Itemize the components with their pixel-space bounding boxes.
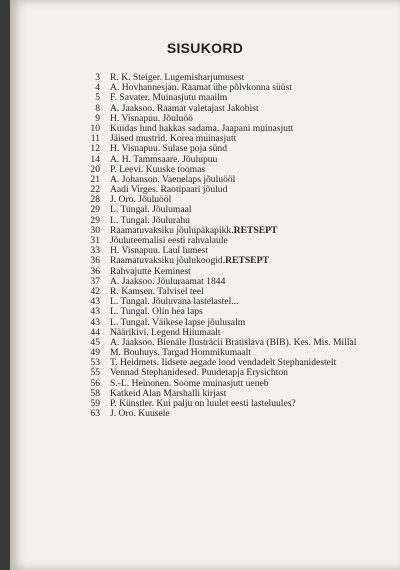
table-of-contents	[80, 73, 400, 419]
toc-entry-title: A. H. Tammsaare. Jõulupuu	[110, 153, 218, 165]
toc-page-number: 31	[90, 235, 100, 246]
toc-entry-title: Jõuluteemalisi eesti rahvalaule	[110, 235, 228, 246]
toc-entry-title: H. Visnapuu. Sulase poja sünd	[110, 143, 228, 155]
toc-entry-title: T. Heidmets. Iidsete aegade lood vendadelt Stephanidestelt	[110, 357, 337, 369]
toc-entry-tag: RETSEPT	[233, 224, 278, 236]
toc-entry-title: F. Savater. Muinasjutu maailm	[110, 92, 228, 104]
toc-entry-title: Rahvajutte Keminest	[110, 265, 191, 277]
toc-entry-title: R. Kamsen. Talvisel teel	[110, 285, 204, 297]
page-title: SISUKORD	[166, 40, 244, 56]
toc-page-number: 63	[90, 408, 100, 420]
toc-page-number: 59	[90, 398, 100, 409]
toc-page-number: 9	[95, 112, 100, 124]
toc-page-number: 36	[90, 255, 100, 267]
toc-entry	[80, 307, 400, 317]
toc-entry-title: L. Tungal. Väikese lapse jõulusalm	[110, 316, 246, 328]
toc-entry-title: H. Visnapuu. Laul lumest	[110, 245, 209, 257]
toc-entry-title: Jäised mustrid. Korea muinasjutt	[110, 133, 237, 145]
toc-entry-title: H. Visnapuu. Jõuluöö	[110, 112, 193, 124]
toc-page-number: 4	[95, 82, 100, 94]
toc-page-number: 22	[90, 184, 100, 196]
toc-page-number: 58	[90, 387, 100, 399]
toc-entry-title: A. Jaaksoo. Raamat valetajast Jakobist	[110, 102, 259, 114]
toc-page-number: 14	[90, 153, 100, 165]
toc-page-number: 43	[90, 306, 100, 318]
toc-page-number: 56	[90, 377, 100, 389]
toc-entry-title: P. Künstler. Kui palju on luulet eesti lasteluules?	[110, 398, 296, 409]
toc-page-number: 49	[90, 347, 100, 359]
toc-page-number: 11	[90, 133, 100, 145]
toc-page-number: 29	[90, 204, 100, 216]
toc-entry-title: L. Tungal. Jõulumaal	[110, 204, 192, 216]
toc-entry-title: Aadi Virges. Raotipaari jõulud	[110, 184, 228, 196]
toc-entry-title: J. Oro. Kuusele	[110, 408, 170, 420]
toc-page-number: 21	[90, 173, 100, 185]
toc-entry	[80, 144, 400, 154]
toc-page-number: 5	[95, 92, 100, 104]
toc-entry-title: R. K. Steiger. Lugemisharjumusest	[110, 72, 245, 83]
toc-page-number: 37	[90, 275, 100, 287]
toc-page-number: 55	[90, 367, 100, 379]
toc-page-number: 28	[90, 194, 100, 206]
toc-page-number: 53	[90, 357, 100, 369]
toc-entry-title: Raamatuvaksiku jõulukoogid.	[110, 255, 226, 267]
toc-page-number: 8	[95, 102, 100, 114]
toc-entry	[80, 409, 400, 419]
toc-page-number: 33	[90, 245, 100, 257]
toc-entry-title: A. Hovhannesjan. Raamat ühe põlvkonna süüst	[110, 82, 292, 94]
toc-entry-title: M. Bouhuys. Targad Hommikumaalt	[110, 347, 252, 359]
toc-page-number: 45	[90, 336, 100, 348]
toc-entry-title: Vennad Stephanidesed. Puudetapja Erysichton	[110, 367, 288, 379]
toc-page-number: 3	[95, 72, 100, 83]
toc-page-number: 43	[90, 296, 100, 308]
toc-page-number: 36	[90, 265, 100, 277]
toc-entry-title: L. Tungal. Jõulurahu	[110, 214, 190, 226]
book-page	[10, 0, 400, 570]
toc-page-number: 44	[90, 326, 100, 338]
toc-entry-title: Raamatuvaksiku jõulupäkapikk.	[110, 224, 234, 236]
toc-entry-tag: RETSEPT	[225, 255, 269, 267]
toc-page-number: 43	[90, 316, 100, 328]
toc-entry-title: J. Oro. Jõuluööl	[110, 194, 172, 206]
toc-page-number: 29	[90, 214, 100, 226]
toc-page-number: 10	[90, 122, 100, 134]
toc-entry-title: Katkeid Alan Marshalli kirjast	[110, 387, 227, 399]
toc-entry-title: S.-L. Heinonen. Soome muinasjutt ueneb	[110, 377, 269, 389]
toc-page-number: 30	[90, 224, 100, 236]
toc-entry-title: L. Tungal. Jõuluvana lastelastel...	[110, 296, 239, 308]
toc-entry-title: L. Tungal. Olin hea laps	[110, 306, 203, 318]
toc-page-number: 12	[90, 143, 100, 155]
toc-entry-title: Näärikivi. Legend Hiiumaalt	[110, 326, 221, 338]
toc-entry-title: P. Leevi. Kuuske toomas	[110, 163, 206, 175]
toc-page-number: 20	[90, 163, 100, 175]
toc-entry-title: A. Jaaksoo. Bienále Ilustrácií Bratislava (BIB). Kes. Mis. Millal	[110, 336, 357, 348]
toc-entry-title: Kuidas lund hakkas sadama. Jaapani muinasjutt	[110, 122, 294, 134]
toc-entry-title: A. Jaaksoo. Jõuluraamat 1844	[110, 275, 226, 287]
toc-page-number: 42	[90, 285, 100, 297]
toc-entry-title: A. Johanson. Vaenelaps jõuluööl	[110, 173, 236, 185]
